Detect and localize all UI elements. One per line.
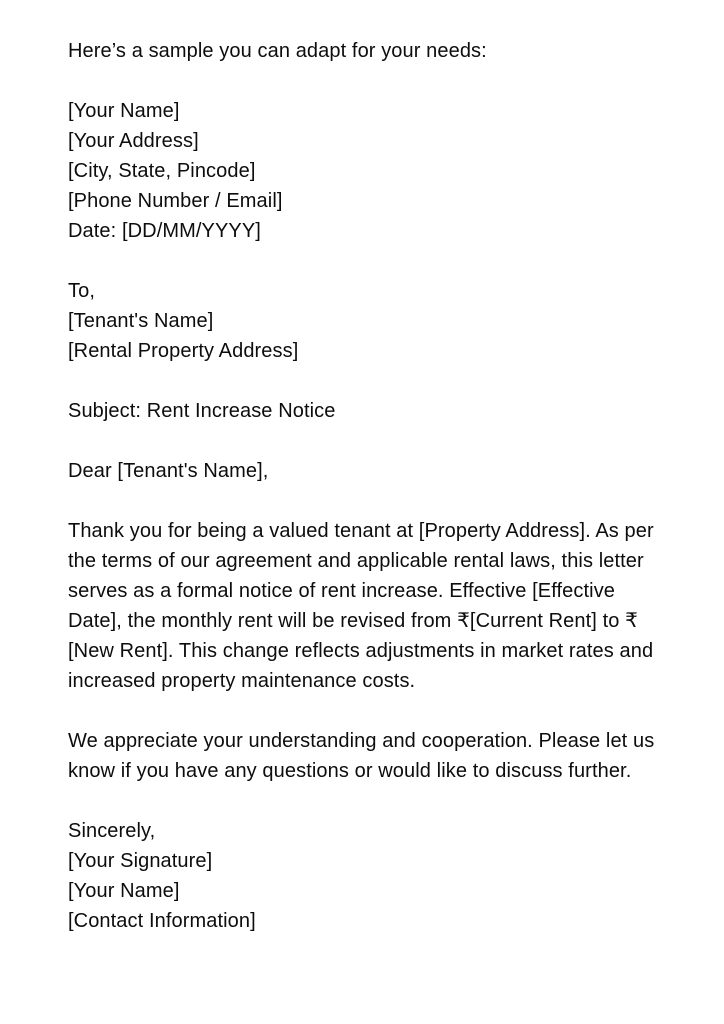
recipient-address-block (68, 276, 674, 366)
recipient-address-line: [Rental Property Address] (68, 340, 299, 362)
sender-address-line: Date: [DD/MM/YYYY] (68, 220, 261, 242)
closing-line: [Your Name] (68, 880, 180, 902)
sender-address-block (68, 96, 674, 246)
closing-signature-block (68, 816, 674, 936)
subject-line: Subject: Rent Increase Notice (68, 400, 336, 422)
sender-address-line: [Phone Number / Email] (68, 190, 283, 212)
recipient-address-line: [Tenant's Name] (68, 310, 214, 332)
body-paragraph-2: We appreciate your understanding and cooperation. Please let us know if you have any questions or would like to discuss further. (68, 730, 655, 782)
recipient-address-line: To, (68, 280, 95, 302)
sender-address-line: [Your Address] (68, 130, 199, 152)
sender-address-line: [City, State, Pincode] (68, 160, 256, 182)
salutation-line: Dear [Tenant's Name], (68, 460, 269, 482)
closing-line: [Contact Information] (68, 910, 256, 932)
body-paragraph-1: Thank you for being a valued tenant at [Property Address]. As per the terms of our agreement and applicable rental laws, this letter serves as a formal notice of rent increase. Effective [Effective Date], the monthly rent will be revised from ₹[Current Rent] to ₹[New Rent]. This change reflects adjustments in market rates and increased property maintenance costs. (68, 520, 654, 692)
closing-line: Sincerely, (68, 820, 156, 842)
intro-line: Here’s a sample you can adapt for your needs: (68, 40, 487, 62)
closing-line: [Your Signature] (68, 850, 213, 872)
sender-address-line: [Your Name] (68, 100, 180, 122)
